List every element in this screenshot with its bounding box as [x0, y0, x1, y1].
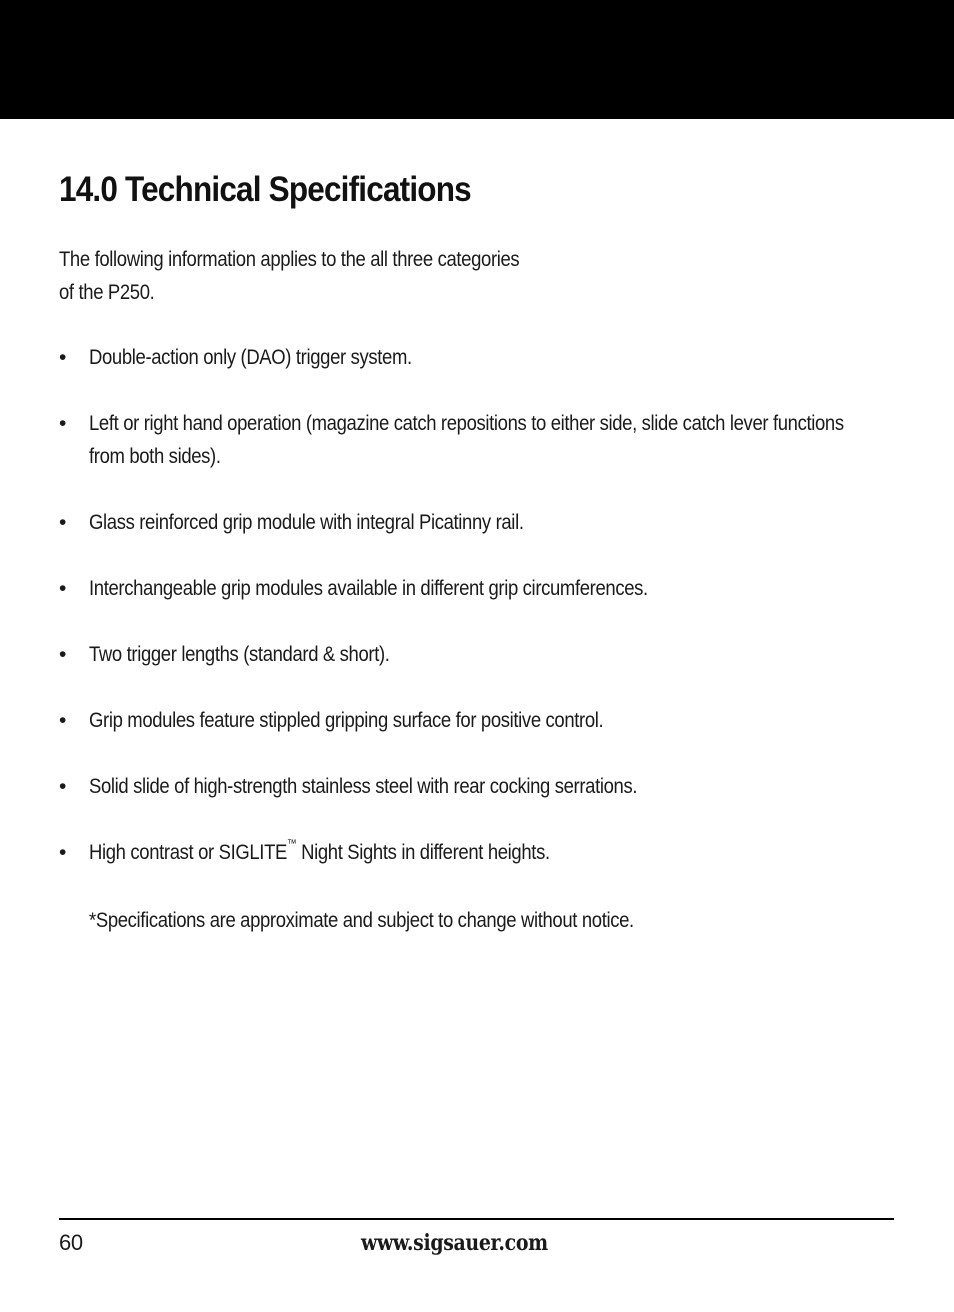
spec-text-part: High contrast or SIGLITE: [89, 841, 287, 864]
bullet-icon: •: [59, 412, 67, 435]
website-url: www.sigsauer.com: [361, 1230, 548, 1256]
spec-text: Grip modules feature stippled gripping surface for positive control.: [89, 709, 604, 732]
header-band: [0, 0, 954, 119]
page-title: 14.0 Technical Specifications: [59, 170, 471, 209]
spec-text-part: Night Sights in different heights.: [296, 841, 550, 864]
list-item: [59, 836, 919, 869]
spec-text: Two trigger lengths (standard & short).: [89, 643, 390, 666]
bullet-icon: •: [59, 511, 67, 534]
intro-paragraph: [59, 243, 605, 309]
spec-text: [89, 836, 881, 869]
intro-line-1: The following information applies to the all three categories: [59, 248, 520, 271]
bullet-icon: •: [59, 643, 67, 666]
bullet-icon: •: [59, 709, 67, 732]
list-item: [59, 506, 919, 539]
intro-line-2: of the P250.: [59, 281, 155, 304]
page-number: 60: [59, 1230, 83, 1255]
spec-text: Double-action only (DAO) trigger system.: [89, 346, 412, 369]
bullet-icon: •: [59, 346, 67, 369]
list-item: [59, 638, 919, 671]
list-item: [59, 572, 919, 605]
spec-text: Glass reinforced grip module with integral Picatinny rail.: [89, 511, 524, 534]
list-item: [59, 704, 919, 737]
list-item: [59, 770, 919, 803]
spec-text: Interchangeable grip modules available in different grip circumferences.: [89, 577, 648, 600]
bullet-icon: •: [59, 577, 67, 600]
trademark-symbol: ™: [287, 838, 297, 850]
footer-divider: [59, 1218, 894, 1220]
disclaimer-note: *Specifications are approximate and subject to change without notice.: [89, 909, 634, 932]
list-item: [59, 407, 919, 473]
bullet-icon: •: [59, 775, 67, 798]
spec-text: Solid slide of high-strength stainless steel with rear cocking serrations.: [89, 775, 638, 798]
bullet-icon: •: [59, 841, 67, 864]
spec-text: Left or right hand operation (magazine catch repositions to either side, slide catch lever functions from both sides).: [89, 412, 844, 468]
spec-list: [59, 341, 919, 902]
list-item: [59, 341, 919, 374]
